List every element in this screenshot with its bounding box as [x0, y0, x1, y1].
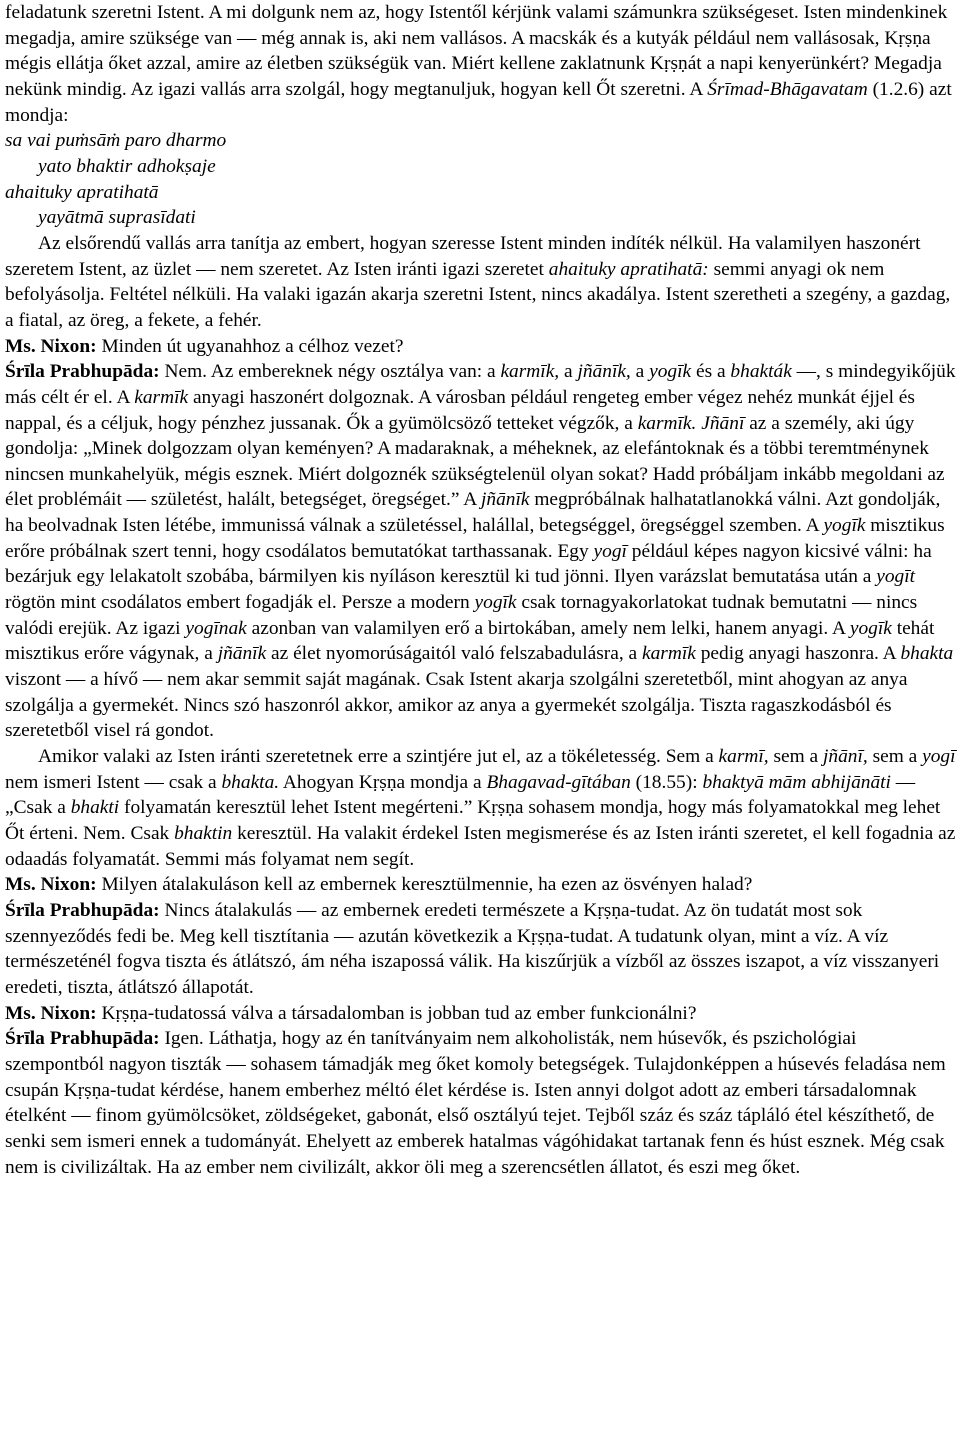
text-run: keresztül. Ha valakit érdekel Isten megismerése és az Isten iránti szeretet, el kell fogadnia az odaadás folyamatát. Semmi más folyamat nem segít. [5, 823, 956, 870]
text-run: az élet nyomorúságaitól való felszabadulásra, a [266, 643, 642, 665]
paragraph-body [5, 744, 957, 872]
italic-term: karmī, [718, 746, 769, 768]
verse-line: yato bhaktir adhokṣaje [38, 155, 216, 177]
dialogue-answer: Śrīla Prabhupāda: Igen. Láthatja, hogy az én tanítványaim nem alkoholisták, nem húsevők, és pszichológiai szempontból nagyon tiszták — sohasem támadják meg őket komoly betegségek. Tulajdonképpen a húsevés feladása nem csupán Kṛṣṇa-tudat kérdése, hanem emberhez méltó élet kérdése is. Isten annyi dolgot adott az emberi társadalomnak ételként — finom gyümölcsöket, zöldségeket, gabonát, első osztályú tejet. Tejből száz és száz tápláló étel készíthető, de senki sem ismeri ennek a tudományát. Ehelyett az emberek hatalmas vágóhidakat tartanak fenn és húst esznek. Még csak nem is civilizáltak. Ha az ember nem civilizált, akkor öli meg a szerencsétlen állatot, és eszi meg őket. [5, 1028, 946, 1178]
italic-term: bhakták [730, 361, 792, 383]
verse-line: yayātmā suprasīdati [38, 207, 196, 229]
text-run: az a személy, aki úgy gondolja: „Minek dolgozzam olyan keményen? A madaraknak, a méheknek, az elefántoknak és a többi teremtménynek nincsen munkahelyük, mégis esznek. Miért dolgoznék szükségtelenül olyan sokat? Hadd próbáljam inkább megoldani az élet problémáit — születést, halált, betegséget, öregséget.” A [5, 412, 945, 511]
italic-term: bhaktyā mām abhijānāti [702, 771, 891, 793]
speaker-label: Ms. Nixon: [5, 874, 97, 896]
verse-line: sa vai puṁsāṁ paro dharmo [5, 130, 227, 152]
speaker-label: Śrīla Prabhupāda: [5, 361, 160, 383]
speaker-label: Śrīla Prabhupāda: [5, 899, 160, 921]
verse-line: ahaituky apratihatā [5, 181, 159, 203]
text-run: sem a [768, 746, 824, 768]
italic-term: jñānīk [481, 489, 530, 511]
italic-term: yogīk [849, 617, 892, 639]
italic-term: yogīt [876, 566, 915, 588]
text-run: és a [691, 361, 731, 383]
paragraph-intro: feladatunk szeretni Istent. A mi dolgunk nem az, hogy Istentől kérjünk valami számunkra szükségeset. Isten mindenkinek megadja, amire szüksége van — még annak is, aki nem vallásos. A macskák és a kutyák például nem vallásosak, Kṛṣṇa mégis ellátja őket azzal, amire az életben szükségük van. Miért kellene zaklatnunk Kṛṣṇát a napi kenyerünkért? Megadja nekünk mindig. Az igazi vallás arra szolgál, hogy megtanuljuk, hogyan kell Őt szeretni. A Śrīmad-Bhāgavatam (1.2.6) azt mondja: [5, 2, 952, 126]
italic-term: jñānī, [823, 746, 868, 768]
italic-term: jñānīk, [577, 361, 631, 383]
text-run: tehát misztikus erőre vágynak, a [5, 617, 935, 665]
text-run: például képes nagyon kicsivé válni: ha bezárjuk egy lelakatolt szobába, bármilyen kis nyíláson keresztül ki tud jönni. Ilyen varázslat bemutatása után a [5, 540, 932, 588]
speaker-label: Ms. Nixon: [5, 335, 97, 357]
italic-term: karmīk. [637, 412, 697, 434]
text-run: anyagi haszonért dolgoznak. A városban például rengeteg ember végez nehéz munkát éjjel és nappal, és a céljuk, hogy pénzhez jussanak. Ők a gyümölcsöző tetteket végzők, a [5, 386, 915, 434]
sanskrit-verse [5, 128, 957, 231]
text-run: csak tornagyakorlatokat tudnak bemutatni — nincs valódi erejük. Az igazi [5, 592, 918, 639]
text-run: pedig anyagi haszonra. A [695, 643, 901, 665]
italic-term: Bhagavad-gītában [486, 771, 631, 793]
italic-term: bhakti [70, 797, 120, 819]
dialogue-answer [5, 359, 957, 744]
text-run: rögtön mint csodálatos embert fogadják el. Persze a modern [5, 592, 475, 614]
text-run: Ahogyan Kṛṣṇa mondja a [279, 771, 487, 793]
text-run: (18.55): [630, 771, 703, 793]
text-run: megpróbálnak halhatatlanokká válni. Azt gondolják, ha beolvadnak Isten létébe, immunissá válnak a születéssel, halállal, betegséggel, öregséggel szemben. A [5, 489, 941, 537]
text-run: — „Csak a [5, 771, 916, 819]
dialogue-question: Ms. Nixon: Kṛṣṇa-tudatossá válva a társadalomban is jobban tud az ember funkcionálni? [5, 1002, 697, 1024]
speaker-label: Ms. Nixon: [5, 1002, 97, 1024]
italic-term: yogīk [823, 515, 866, 537]
dialogue-question: Ms. Nixon: Minden út ugyanahhoz a célhoz vezet? [5, 335, 404, 357]
italic-term: yogīk [474, 592, 517, 614]
text-run: misztikus erőre próbálnak szert tenni, hogy csodálatos bemutatókat tarthassanak. Egy [5, 515, 945, 562]
text-run: sem a [867, 746, 923, 768]
italic-term: yogīnak [185, 617, 247, 639]
italic-term: bhaktin [174, 823, 233, 844]
italic-term: karmīk, [500, 361, 560, 383]
italic-term: bhakta. [221, 771, 280, 793]
paragraph-translation: Az elsőrendű vallás arra tanítja az embert, hogyan szeresse Istent minden indíték nélkül. Ha valamilyen haszonért szeretem Istent, az üzlet — nem szeretet. Az Isten iránti igazi szeretet ahaituky apratihatā: semmi anyagi ok nem befolyásolja. Feltétel nélküli. Ha valaki igazán akarja szeretni Istent, nincs akadálya. Istent szeretheti a szegény, a gazdag, a fiatal, az öreg, a fekete, a fehér. [5, 232, 951, 331]
answer-text [5, 361, 956, 741]
italic-term: Jñānī [701, 412, 745, 434]
italic-term: yogī [593, 540, 627, 562]
dialogue-question: Ms. Nixon: Milyen átalakuláson kell az embernek keresztülmennie, ha ezen az ösvényen halad? [5, 874, 753, 896]
dialogue-answer: Śrīla Prabhupāda: Nincs átalakulás — az embernek eredeti természete a Kṛṣṇa-tudat. Az ön tudatát most sok szennyeződés fedi be. Meg kell tisztítania — azután következik a Kṛṣṇa-tudat. A tudatunk olyan, mint a víz. A víz természeténél fogva tiszta és átlátszó, ám néha iszapossá válik. Ha kiszűrjük a vízből az összes iszapot, a víz visszanyeri eredeti, tiszta, átlátszó állapotát. [5, 899, 940, 998]
italic-term: yogīk [649, 361, 692, 383]
italic-term: karmīk [641, 643, 696, 665]
text-run: folyamatán keresztül lehet Istent megérteni.” Kṛṣṇa sohasem mondja, hogy más folyamatokkal meg lehet Őt érteni. Nem. Csak [5, 797, 941, 844]
text-run: —, s mindegyikőjük más célt ér el. A [5, 361, 956, 408]
italic-term: jñānīk [217, 643, 267, 665]
text-run: viszont — a hívő — nem akar semmit saját magának. Csak Istent akarja szolgálni szeretetből, mint ahogyan az anya szolgálja a gyermekét. Nincs szó haszonról akkor, amikor az anya a gyermekét szolgálja. Tiszta ragaszkodásból és szeretetből visel rá gondot. [5, 669, 908, 742]
italic-term: karmīk [134, 386, 189, 408]
text-run: a [559, 361, 578, 383]
book-title: Śrīmad-Bhāgavatam [707, 78, 868, 100]
italic-term: yogī [922, 746, 956, 768]
text-run: nem ismeri Istent — csak a [5, 771, 222, 793]
text-run: azonban van valamilyen erő a birtokában, amely nem lelki, hanem anyagi. A [246, 617, 850, 639]
text-run: a [630, 361, 650, 383]
text-run: Amikor valaki az Isten iránti szeretetnek erre a szintjére jut el, az a tökéletesség. Sem a [38, 746, 719, 768]
text-run: Nem. Az embereknek négy osztálya van: a [159, 361, 501, 383]
italic-term: bhakta [900, 643, 954, 665]
speaker-label: Śrīla Prabhupāda: [5, 1028, 160, 1050]
